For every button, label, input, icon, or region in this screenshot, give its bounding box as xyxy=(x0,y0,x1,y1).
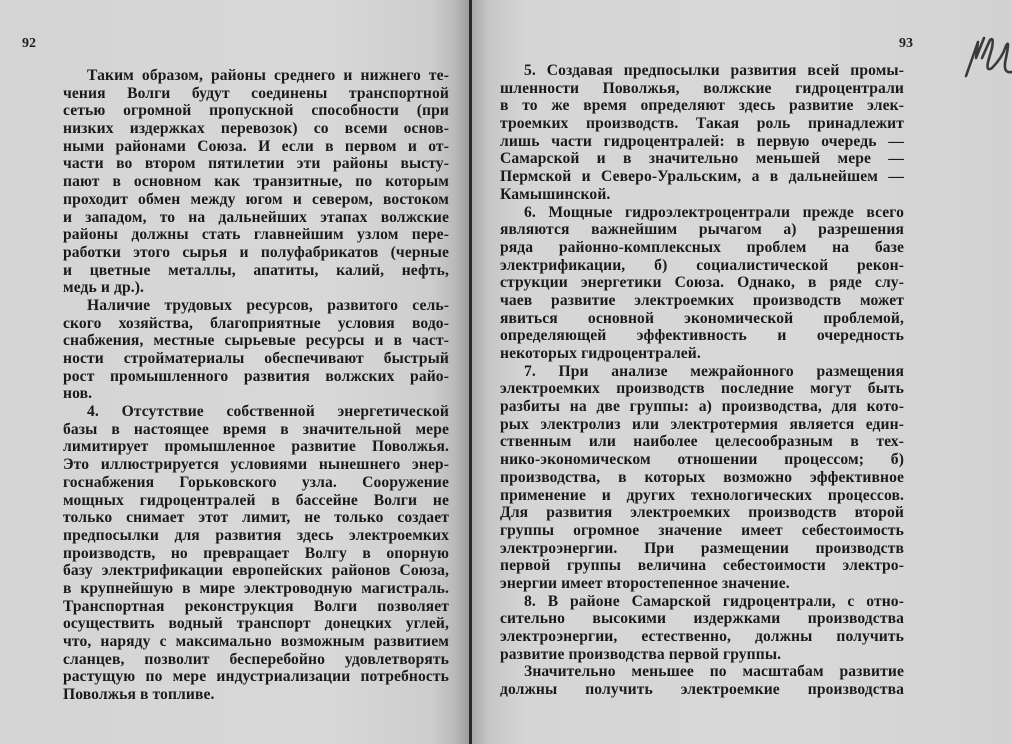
text-line: и цветные металлы, апатиты, калий, нефть, xyxy=(63,261,449,279)
text-line: определяющей эффективность и очередность xyxy=(500,327,904,345)
text-line: Транспортная реконструкция Волги позволяет xyxy=(63,597,449,615)
text-line: Пермской и Северо-Уральским, а в дальнейшем — xyxy=(500,168,904,186)
text-line: низких издержках перевозок) со всеми основ- xyxy=(63,120,449,138)
text-line: производств, но превращает Волгу в опорную xyxy=(63,544,449,562)
text-line: только снимает этот лимит, не только создает xyxy=(63,509,449,527)
text-line: шленности Поволжья, волжские гидроцентрали xyxy=(500,79,904,97)
text-line: должны получить электроемкие производства xyxy=(500,681,904,699)
text-line: развитие производства первой группы. xyxy=(500,645,782,663)
text-line: что, наряду с максимально возможным развитием xyxy=(63,633,449,650)
left-page-text xyxy=(63,67,449,704)
text-line: рых электролиз или электротермия является един- xyxy=(500,415,904,433)
text-line: лишь части гидроцентралей: в первую очередь — xyxy=(500,132,904,150)
text-line: снабжения, местные сырьевые ресурсы и в част- xyxy=(63,332,449,350)
text-line: осуществить водный транспорт донецких углей, xyxy=(63,615,449,633)
text-line: первой группы величина себестоимости электро- xyxy=(500,557,904,575)
text-line: сительно высокими издержками производства xyxy=(500,610,904,628)
text-line: Самарской и в значительно меньшей мере — xyxy=(500,150,904,168)
page-number-left: 92 xyxy=(22,36,36,51)
text-line: пают в основном как транзитные, по которым xyxy=(63,173,449,191)
text-line: сланцев, позволит бесперебойно удовлетворять xyxy=(63,650,449,668)
text-line: некоторых гидроцентралей. xyxy=(500,345,701,362)
text-line: мощных гидроцентралей в бассейне Волги не xyxy=(63,491,449,509)
right-page-text xyxy=(500,62,904,699)
text-line: медь и др.). xyxy=(63,279,145,297)
text-line: являются важнейшим рычагом а) разрешения xyxy=(500,221,904,239)
text-line: части во втором пятилетии эти районы высту- xyxy=(63,155,449,173)
text-line: чаев развитие электроемких производств может xyxy=(500,291,904,309)
text-line: районы должны стать главнейшим узлом пере- xyxy=(63,226,449,244)
text-line: группы огромное значение имеет себестоимость xyxy=(500,521,904,539)
left-page xyxy=(0,0,470,744)
text-line: рост промышленного развития волжских райо- xyxy=(63,367,449,385)
text-line: базы в настоящее время в значительной мере xyxy=(63,420,449,438)
text-line: работки этого сырья и полуфабрикатов (черные xyxy=(63,243,449,261)
text-line: Для развития электроемких производств второй xyxy=(500,504,904,522)
text-line: сетью огромной пропускной способности (при xyxy=(63,102,449,120)
text-line: применение и других технологических процессов. xyxy=(500,486,904,504)
text-line: Камышинской. xyxy=(500,185,611,203)
text-line: производства, в которых возможно эффективное xyxy=(500,468,904,486)
text-line: Это иллюстрируется условиями нынешнего энер- xyxy=(63,456,449,474)
text-line: в крупнейшую в мире электроводную магистраль. xyxy=(63,579,449,597)
text-line: явиться основной экономической проблемой, xyxy=(500,309,904,327)
text-line: ными районами Союза. И если в первом и от- xyxy=(63,137,449,155)
right-page xyxy=(472,0,1012,744)
text-line: ряда районно-комплексных проблем на базе xyxy=(500,238,904,256)
text-line: 5. Создавая предпосылки развития всей промы- xyxy=(524,62,904,79)
text-line: базу электрификации европейских районов Союза, xyxy=(63,562,449,580)
text-line: растущую по мере индустриализации потребность xyxy=(63,668,449,686)
text-line: Значительно меньшее по масштабам развитие xyxy=(524,663,904,681)
text-line: 8. В районе Самарской гидроцентрали, с отно- xyxy=(524,592,904,610)
text-line: электрификации, б) социалистической рекон- xyxy=(500,256,904,274)
text-line: в то же время определяют здесь развитие элек- xyxy=(500,97,904,115)
text-line: ности стройматериалы обеспечивают быстрый xyxy=(63,350,449,367)
text-line: электроэнергии, естественно, должны получить xyxy=(500,628,904,645)
text-line: троемких производств. Такая роль принадлежит xyxy=(500,115,904,133)
text-line: Поволжья в топливе. xyxy=(63,686,215,704)
text-line: нико-экономическом отношении процессом; б) xyxy=(500,451,904,469)
text-line: 7. При анализе межрайонного размещения xyxy=(524,362,904,380)
text-line: разбиты на две группы: а) производства, для кото- xyxy=(500,398,904,416)
text-line: чения Волги будут соединены транспортной xyxy=(63,84,449,102)
text-line: проходит обмен между югом и севером, востоком xyxy=(63,190,449,208)
text-line: струкции энергетики Союза. Однако, в ряде слу- xyxy=(500,274,904,292)
page-number-right: 93 xyxy=(899,36,913,51)
text-line: энергии имеет второстепенное значение. xyxy=(500,574,790,592)
text-line: лимитирует промышленное развитие Поволжья. xyxy=(63,438,449,456)
text-line: нов. xyxy=(63,385,93,403)
text-line: ского хозяйства, благоприятные условия водо- xyxy=(63,314,449,332)
text-line: 4. Отсутствие собственной энергетической xyxy=(87,403,449,421)
text-line: предпосылки для развития здесь электроемких xyxy=(63,526,449,544)
text-line: 6. Мощные гидроэлектроцентрали прежде всего xyxy=(524,203,904,221)
text-line: электроэнергии. При размещении производств xyxy=(500,539,904,557)
text-line: Наличие трудовых ресурсов, развитого сель- xyxy=(87,296,449,314)
text-line: ственным или наиболее целесообразным в тех- xyxy=(500,433,904,451)
text-line: Таким образом, районы среднего и нижнего те- xyxy=(87,67,449,84)
text-line: госнабжения Горьковского узла. Сооружение xyxy=(63,473,449,491)
handwritten-page-number xyxy=(962,28,1012,83)
text-line: электроемких производств последние могут быть xyxy=(500,380,904,398)
text-line: и западом, то на дальнейших этапах волжские xyxy=(63,208,449,226)
